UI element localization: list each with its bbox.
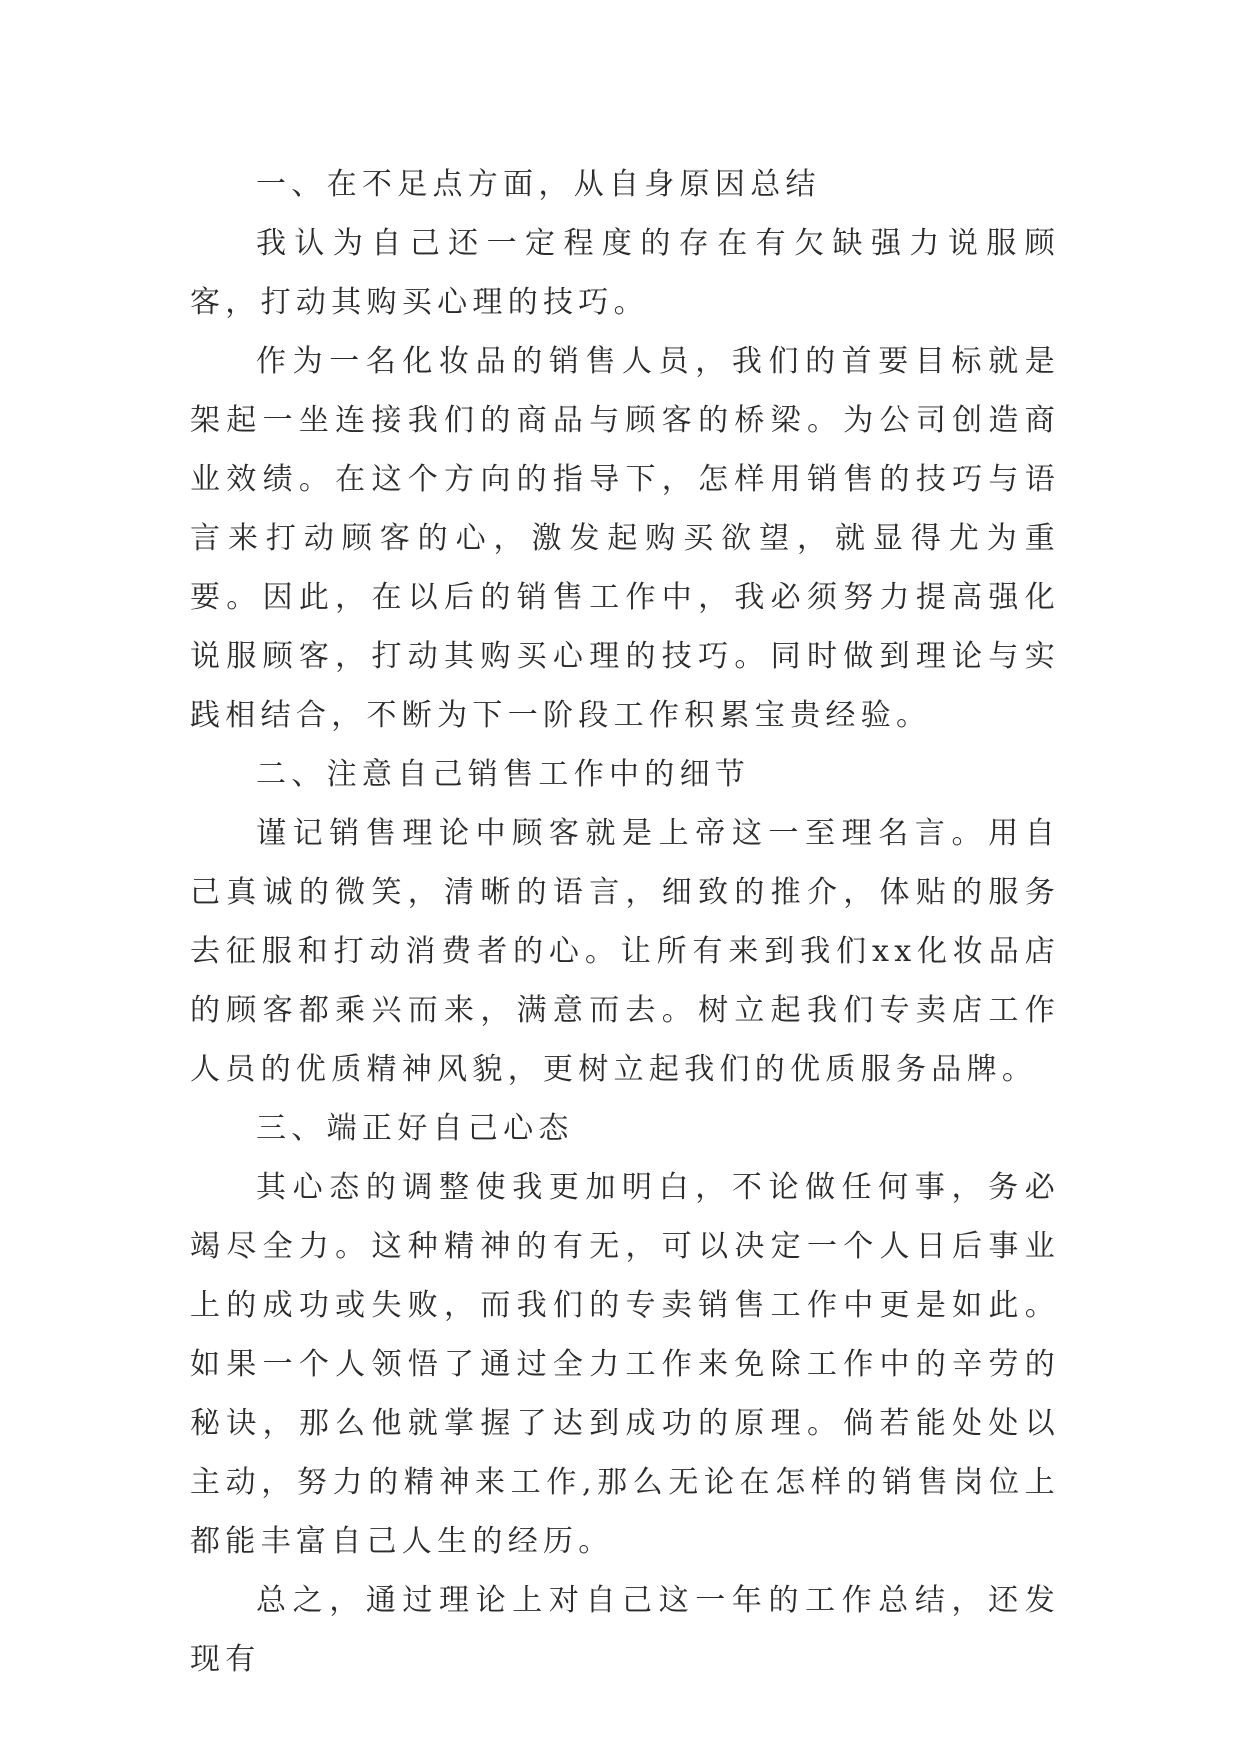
paragraph: 作为一名化妆品的销售人员，我们的首要目标就是架起一坐连接我们的商品与顾客的桥梁。为公司创造商业效绩。在这个方向的指导下，怎样用销售的技巧与语言来打动顾客的心，激发起购买欲望，就显得尤为重要。因此，在以后的销售工作中，我必须努力提高强化说服顾客，打动其购买心理的技巧。同时做到理论与实践相结合，不断为下一阶段工作积累宝贵经验。 bbox=[190, 344, 1060, 733]
paragraph: 其心态的调整使我更加明白，不论做任何事，务必竭尽全力。这种精神的有无，可以决定一个人日后事业上的成功或失败，而我们的专卖销售工作中更是如此。如果一个人领悟了通过全力工作来免除工作中的辛劳的秘诀，那么他就掌握了达到成功的原理。倘若能处处以主动，努力的精神来工作,那么无论在怎样的销售岗位上都能丰富自己人生的经历。 bbox=[190, 1170, 1060, 1559]
section-heading-3: 三、端正好自己心态 bbox=[256, 1111, 574, 1146]
paragraph: 谨记销售理论中顾客就是上帝这一至理名言。用自己真诚的微笑，清晰的语言，细致的推介，体贴的服务去征服和打动消费者的心。让所有来到我们xx化妆品店的顾客都乘兴而来，满意而去。树立起我们专卖店工作人员的优质精神风貌，更树立起我们的优质服务品牌。 bbox=[190, 816, 1060, 1087]
document-body bbox=[190, 155, 1060, 1689]
paragraph: 总之，通过理论上对自己这一年的工作总结，还发现有 bbox=[190, 1583, 1060, 1677]
section-heading-2: 二、注意自己销售工作中的细节 bbox=[256, 757, 751, 792]
section-heading-1: 一、在不足点方面，从自身原因总结 bbox=[256, 167, 821, 202]
paragraph: 我认为自己还一定程度的存在有欠缺强力说服顾客，打动其购买心理的技巧。 bbox=[190, 226, 1060, 320]
